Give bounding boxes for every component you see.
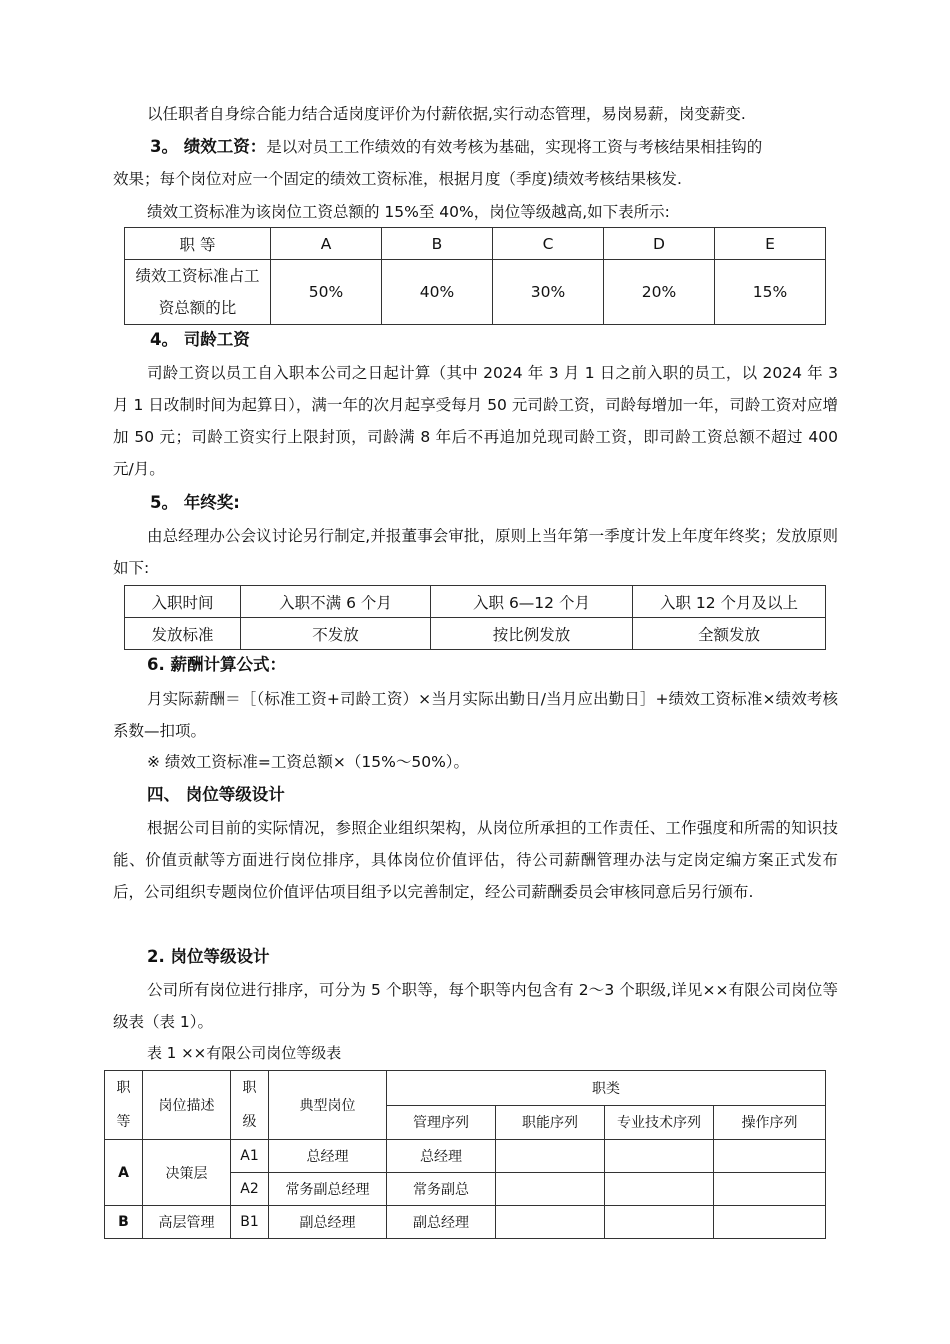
level-b1-typical: 副总经理: [269, 1206, 387, 1239]
level-a2-management: 常务副总: [387, 1173, 496, 1206]
level-a2-functional: [496, 1173, 605, 1206]
grades-header-typical: 典型岗位: [269, 1071, 387, 1140]
level-b1: B1: [231, 1206, 269, 1239]
level-b1-technical: [605, 1206, 714, 1239]
grades-header-level: 职级: [231, 1071, 269, 1140]
level-a2-technical: [605, 1173, 714, 1206]
intro-line: 以任职者自身综合能力结合适岗度评价为付薪依据,实行动态管理，易岗易薪，岗变薪变.: [147, 105, 746, 123]
perf-grade-d: D: [604, 228, 715, 260]
bonus-header-6-12: 入职 6—12 个月: [431, 586, 633, 618]
level-a1-operation: [714, 1140, 826, 1173]
chapter-4-text: 根据公司目前的实际情况，参照企业组织架构，从岗位所承担的工作责任、工作强度和所需的知识技能、价值贡献等方面进行岗位排序，具体岗位价值评估，待公司薪酬管理办法与定岗定编方案正式发布后，公司组织专题岗位价值评估项目组予以完善制定，经公司薪酬委员会审核同意后另行颁布.: [113, 819, 838, 901]
grades-header-desc: 岗位描述: [143, 1071, 231, 1140]
level-a1-functional: [496, 1140, 605, 1173]
grade-a: A: [105, 1140, 143, 1206]
section-5-heading: 5。 年终奖:: [150, 493, 240, 512]
section-5-text: 由总经理办公会议讨论另行制定,并报董事会审批，原则上当年第一季度计发上年度年终奖；发放原则如下:: [113, 527, 838, 577]
bonus-header-12-plus: 入职 12 个月及以上: [633, 586, 826, 618]
year-end-bonus-table: [124, 585, 826, 650]
chapter-4-heading: 四、 岗位等级设计: [147, 785, 285, 804]
bonus-header-under-6: 入职不满 6 个月: [241, 586, 431, 618]
level-a1-typical: 总经理: [269, 1140, 387, 1173]
section-6-note: ※ 绩效工资标准=工资总额×（15%～50%）。: [147, 753, 470, 771]
perf-value-d: 20%: [604, 260, 715, 325]
section-6-text: 月实际薪酬＝［（标准工资+司龄工资）×当月实际出勤日/当月应出勤日］+绩效工资标准×绩效考核系数—扣项。: [113, 690, 838, 740]
section-6-heading: 6. 薪酬计算公式：: [147, 655, 286, 674]
category-technical: 专业技术序列: [605, 1105, 714, 1140]
level-a2-operation: [714, 1173, 826, 1206]
bonus-none: 不发放: [241, 618, 431, 650]
section-4-heading: 4。 司龄工资: [150, 330, 250, 349]
position-grade-table: [104, 1070, 826, 1239]
bonus-header-time: 入职时间: [125, 586, 241, 618]
perf-grade-e: E: [715, 228, 826, 260]
section-3-text-1: 是以对员工工作绩效的有效考核为基础，实现将工资与考核结果相挂钩的: [266, 138, 763, 156]
perf-grade-c: C: [493, 228, 604, 260]
level-b1-operation: [714, 1206, 826, 1239]
subsection-2-heading: 2. 岗位等级设计: [147, 947, 270, 966]
perf-value-e: 15%: [715, 260, 826, 325]
level-a1-technical: [605, 1140, 714, 1173]
grade-b: B: [105, 1206, 143, 1239]
perf-value-b: 40%: [382, 260, 493, 325]
perf-grade-a: A: [271, 228, 382, 260]
level-b1-functional: [496, 1206, 605, 1239]
perf-header-label: 职 等: [125, 228, 271, 260]
grade-b-desc: 高层管理: [143, 1206, 231, 1239]
grades-header-category: 职类: [387, 1071, 826, 1106]
level-a2: A2: [231, 1173, 269, 1206]
section-3-text-3: 绩效工资标准为该岗位工资总额的 15%至 40%，岗位等级越高,如下表所示:: [147, 203, 670, 221]
bonus-proportional: 按比例发放: [431, 618, 633, 650]
level-a1: A1: [231, 1140, 269, 1173]
performance-pay-table: [124, 227, 826, 325]
grades-header-grade: 职等: [105, 1071, 143, 1140]
level-a2-typical: 常务副总经理: [269, 1173, 387, 1206]
section-3-heading: 3。 绩效工资：: [150, 137, 267, 156]
perf-value-a: 50%: [271, 260, 382, 325]
level-b1-management: 副总经理: [387, 1206, 496, 1239]
category-functional: 职能序列: [496, 1105, 605, 1140]
section-3-line-1: [150, 134, 762, 160]
category-operation: 操作序列: [714, 1105, 826, 1140]
level-a1-management: 总经理: [387, 1140, 496, 1173]
section-3-text-2: 效果；每个岗位对应一个固定的绩效工资标准，根据月度（季度)绩效考核结果核发.: [113, 170, 682, 188]
section-4-text: 司龄工资以员工自入职本公司之日起计算（其中 2024 年 3 月 1 日之前入职的员工，以 2024 年 3 月 1 日改制时间为起算日），满一年的次月起享受每月 50 元司龄工资，司龄每增加一年，司龄工资对应增加 50 元；司龄工资实行上限封顶，司龄满 8 年后不再追加兑现司龄工资，即司龄工资总额不超过 400 元/月。: [113, 364, 838, 478]
perf-grade-b: B: [382, 228, 493, 260]
subsection-2-text: 公司所有岗位进行排序，可分为 5 个职等，每个职等内包含有 2～3 个职级,详见××有限公司岗位等级表（表 1）。: [113, 981, 838, 1031]
bonus-full: 全额发放: [633, 618, 826, 650]
perf-value-c: 30%: [493, 260, 604, 325]
bonus-row-label: 发放标准: [125, 618, 241, 650]
table-caption: 表 1 ××有限公司岗位等级表: [147, 1044, 342, 1062]
perf-row-label: 绩效工资标准占工资总额的比: [125, 260, 271, 325]
grade-a-desc: 决策层: [143, 1140, 231, 1206]
category-management: 管理序列: [387, 1105, 496, 1140]
